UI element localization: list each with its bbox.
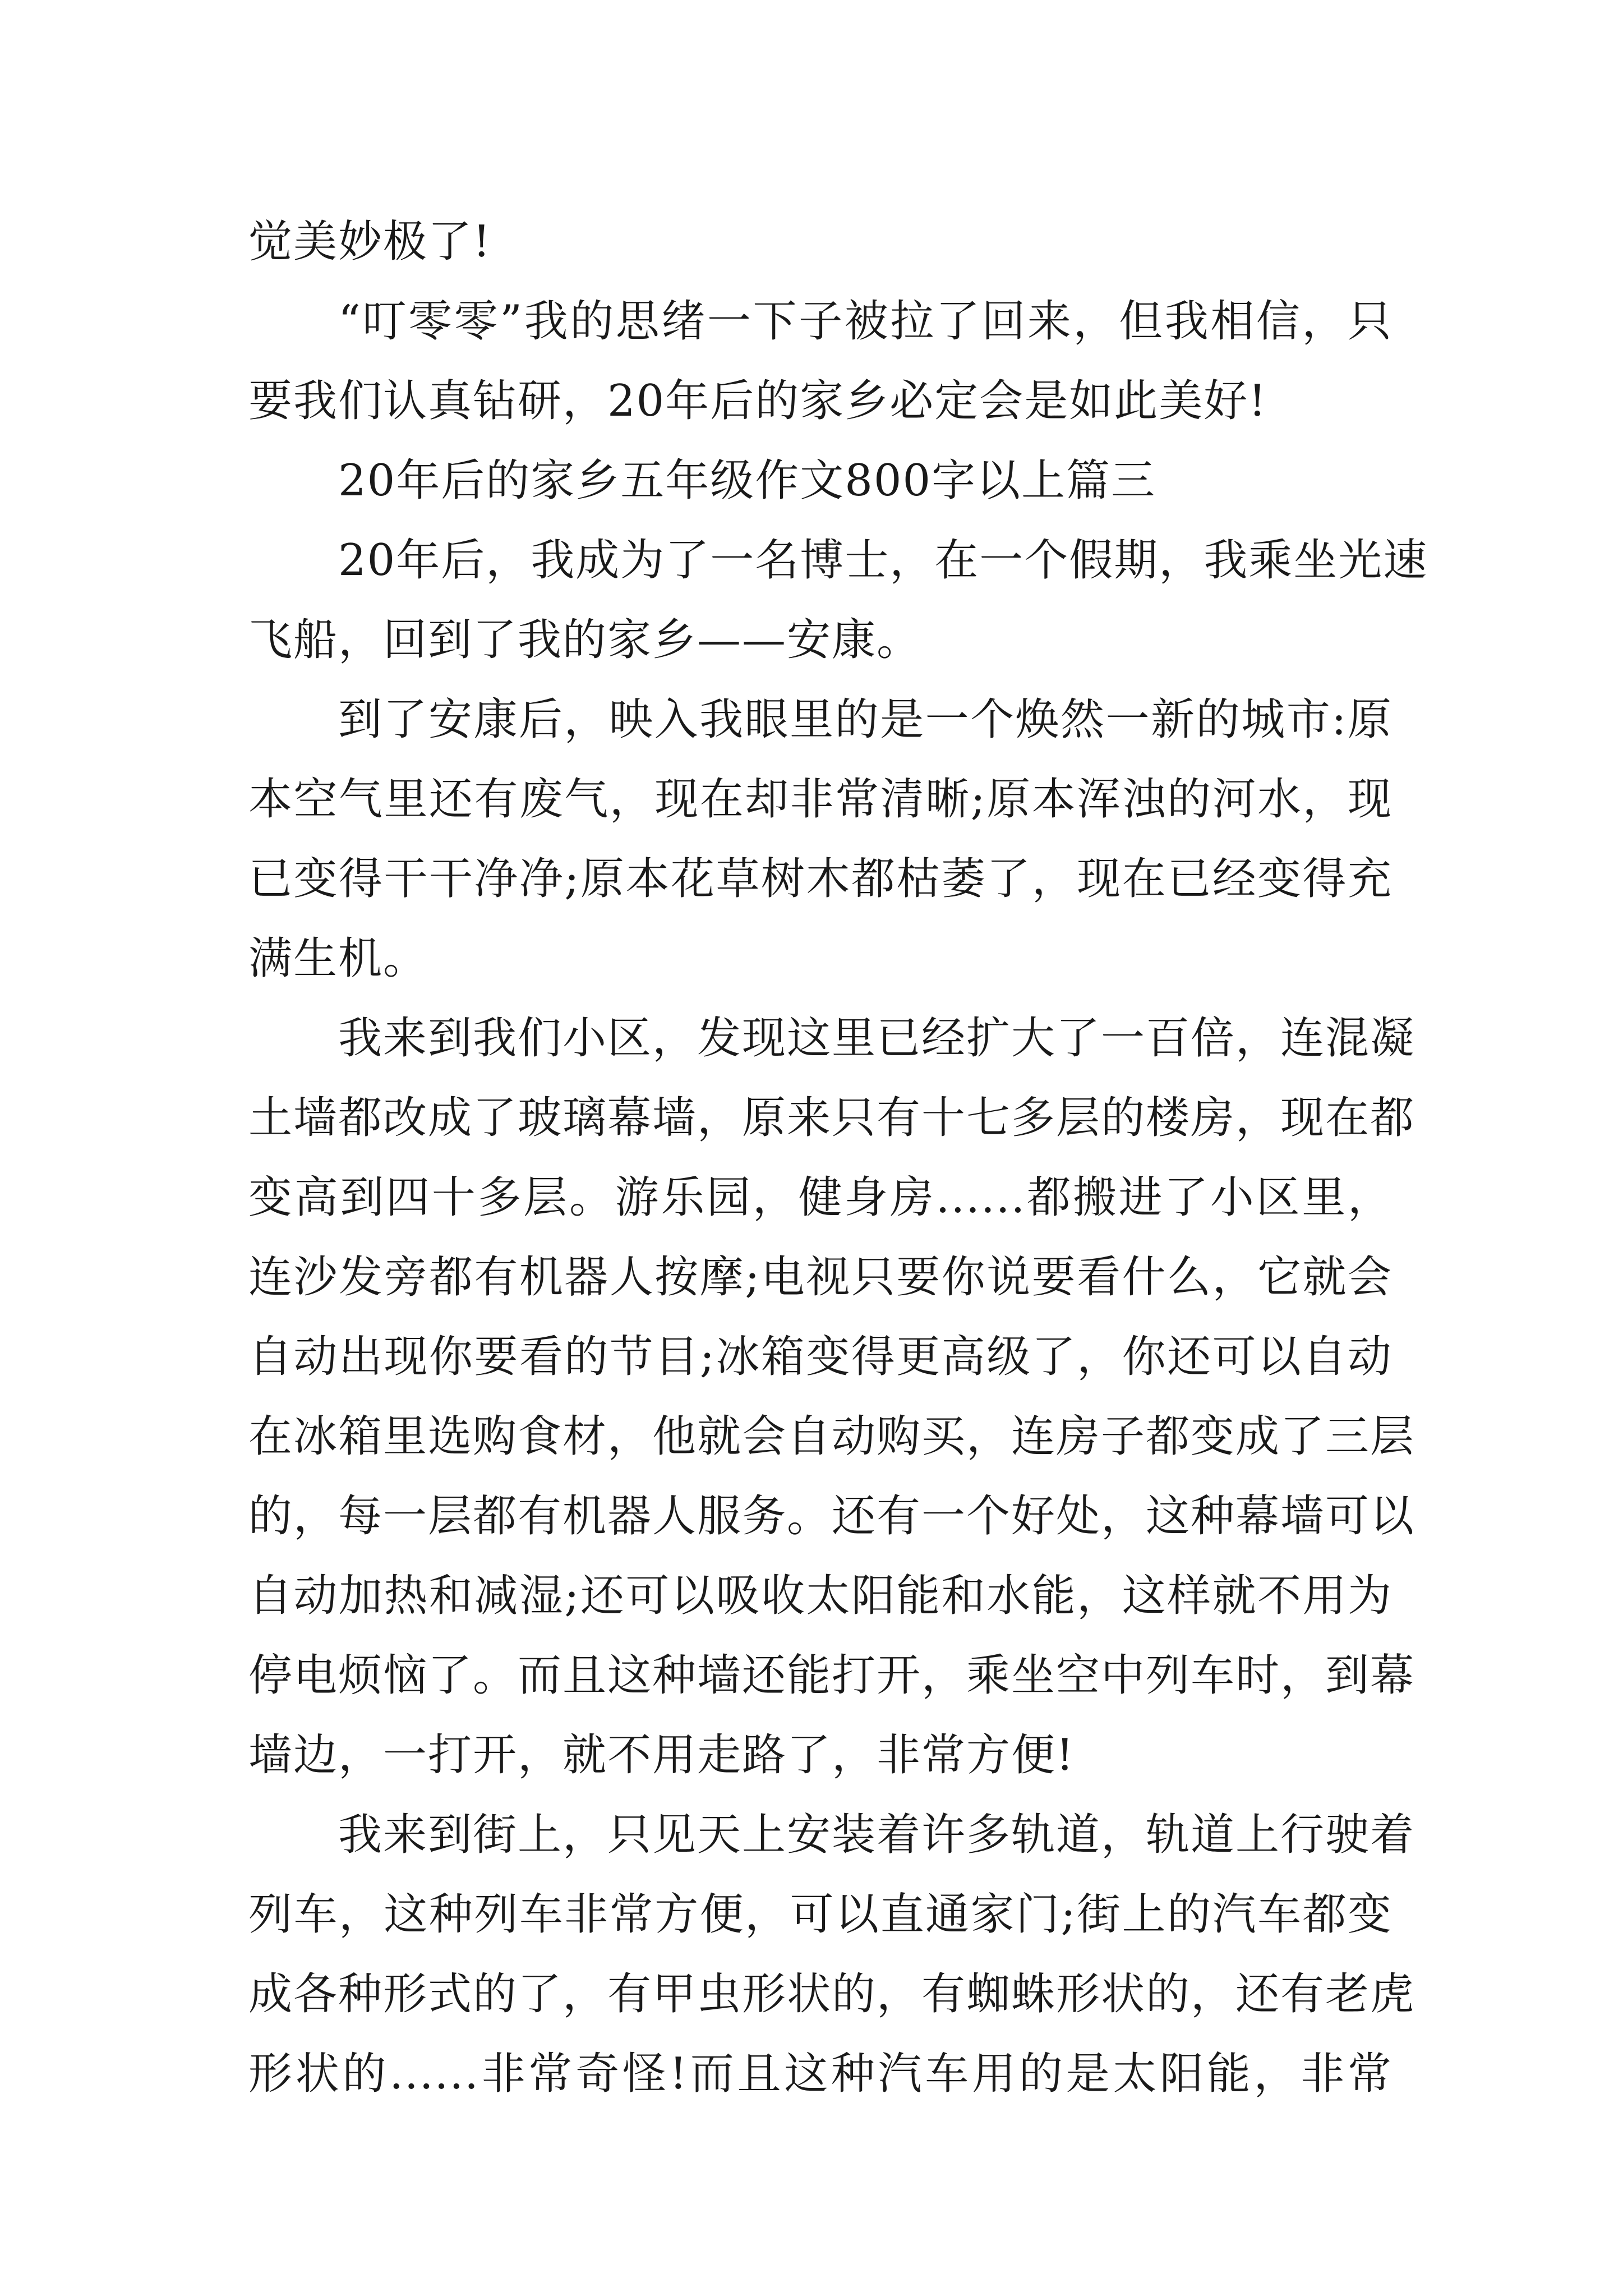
paragraph-first-line: 我来到街上，只见天上安装着许多轨道，轨道上行驶着 [338, 1810, 1415, 1860]
text-line: 土墙都改成了玻璃幕墙，原来只有十七多层的楼房，现在都 [248, 1093, 1415, 1143]
text-line: 墙边，一打开，就不用走路了，非常方便! [248, 1730, 1075, 1780]
text-line: 满生机。 [248, 933, 428, 984]
text-line: 要我们认真钻研，20年后的家乡必定会是如此美好! [248, 376, 1267, 426]
text-line: 连沙发旁都有机器人按摩;电视只要你说要看什么，它就会 [248, 1252, 1393, 1303]
section-heading: 20年后的家乡五年级作文800字以上篇三 [338, 455, 1156, 506]
text-line: 本空气里还有废气，现在却非常清晰;原本浑浊的河水，现 [248, 774, 1393, 825]
text-line: 在冰箱里选购食材，他就会自动购买，连房子都变成了三层 [248, 1411, 1415, 1462]
text-line: 停电烦恼了。而且这种墙还能打开，乘坐空中列车时，到幕 [248, 1650, 1415, 1701]
text-line: 觉美妙极了! [248, 217, 492, 267]
paragraph-first-line: “叮零零”我的思绪一下子被拉了回来，但我相信，只 [338, 296, 1393, 347]
text-line: 飞船，回到了我的家乡——安康。 [248, 615, 922, 665]
text-line: 的，每一层都有机器人服务。还有一个好处，这种幕墙可以 [248, 1491, 1415, 1542]
text-line: 列车，这种列车非常方便，可以直通家门;街上的汽车都变 [248, 1889, 1393, 1940]
document-body [248, 202, 1428, 2114]
paragraph-first-line: 到了安康后，映入我眼里的是一个焕然一新的城市:原 [338, 694, 1393, 745]
text-line: 自动出现你要看的节目;冰箱变得更高级了，你还可以自动 [248, 1332, 1393, 1382]
text-line: 形状的......非常奇怪!而且这种汽车用的是太阳能，非常 [248, 2049, 1393, 2099]
text-line: 成各种形式的了，有甲虫形状的，有蜘蛛形状的，还有老虎 [248, 1969, 1415, 2019]
text-line: 已变得干干净净;原本花草树木都枯萎了，现在已经变得充 [248, 854, 1393, 904]
paragraph-first-line: 20年后，我成为了一名博士，在一个假期，我乘坐光速 [338, 535, 1428, 586]
text-line: 自动加热和减湿;还可以吸收太阳能和水能，这样就不用为 [248, 1571, 1393, 1621]
paragraph-first-line: 我来到我们小区，发现这里已经扩大了一百倍，连混凝 [338, 1013, 1415, 1064]
text-line: 变高到四十多层。游乐园，健身房......都搬进了小区里， [248, 1172, 1393, 1223]
